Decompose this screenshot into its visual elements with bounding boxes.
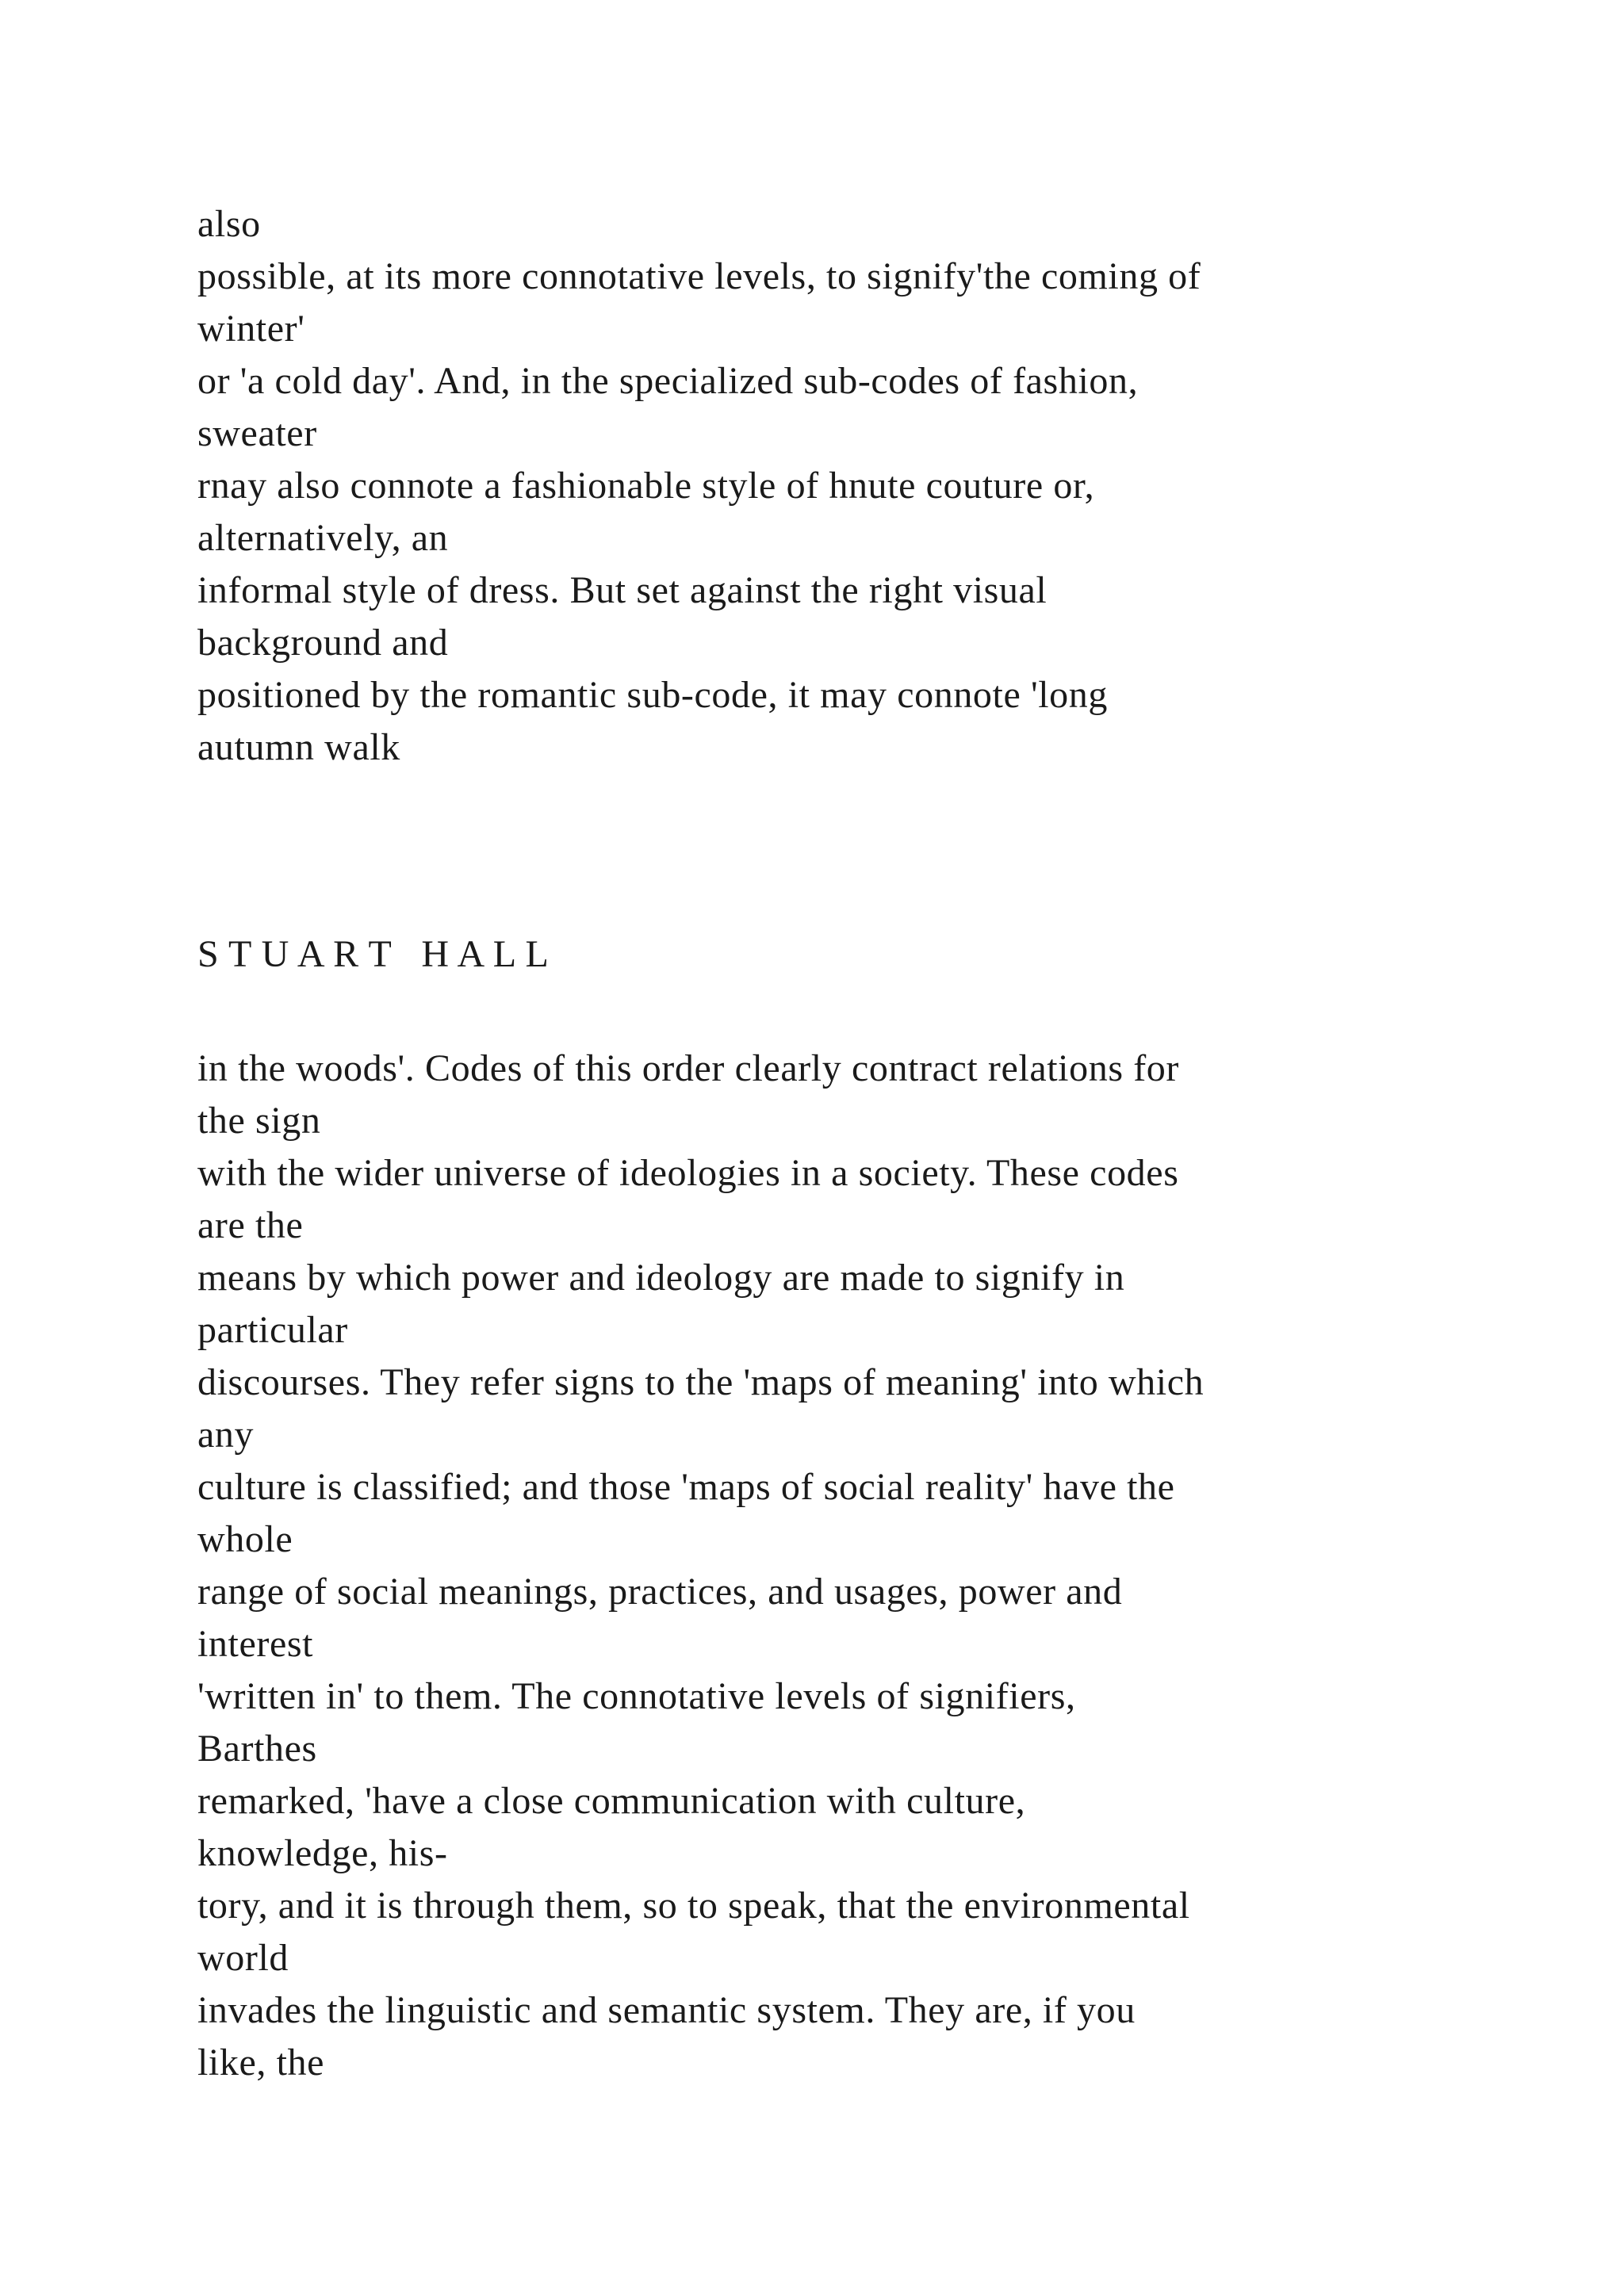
text-line: invades the linguistic and semantic system. They are, if you <box>197 1989 1136 2031</box>
text-line: also <box>197 203 261 245</box>
text-line: positioned by the romantic sub-code, it may connote 'long <box>197 674 1108 716</box>
text-line: possible, at its more connotative levels, to signify'the coming of <box>197 255 1201 297</box>
text-line: alternatively, an <box>197 517 449 559</box>
text-line: sweater <box>197 412 317 454</box>
text-line: with the wider universe of ideologies in a society. These codes <box>197 1152 1179 1194</box>
text-line: any <box>197 1414 255 1456</box>
text-line: are the <box>197 1204 304 1246</box>
text-line: discourses. They refer signs to the 'maps of meaning' into which <box>197 1361 1205 1403</box>
text-line: knowledge, his- <box>197 1832 448 1874</box>
running-header-author: S T U A R T H A L L <box>197 933 550 975</box>
text-line: autumn walk <box>197 726 400 768</box>
text-line: tory, and it is through them, so to speak, that the environmental <box>197 1885 1190 1927</box>
text-line: rnay also connote a fashionable style of hnute couture or, <box>197 465 1095 507</box>
text-line: informal style of dress. But set against the right visual <box>197 569 1048 611</box>
text-line: particular <box>197 1309 348 1351</box>
text-line: whole <box>197 1518 293 1560</box>
text-line: like, the <box>197 2042 325 2084</box>
text-line: background and <box>197 622 449 664</box>
text-line: 'written in' to them. The connotative levels of signifiers, <box>197 1675 1076 1717</box>
text-line: or 'a cold day'. And, in the specialized sub-codes of fashion, <box>197 360 1139 402</box>
text-line: remarked, 'have a close communication with culture, <box>197 1780 1026 1822</box>
text-line: winter' <box>197 308 305 350</box>
text-line: interest <box>197 1623 314 1665</box>
text-line: the sign <box>197 1100 321 1142</box>
text-line: culture is classified; and those 'maps of social reality' have the <box>197 1466 1175 1508</box>
text-line: Barthes <box>197 1728 317 1770</box>
text-line: world <box>197 1937 289 1979</box>
text-line: means by which power and ideology are made to signify in <box>197 1257 1125 1299</box>
text-line: range of social meanings, practices, and usages, power and <box>197 1571 1123 1613</box>
text-line: in the woods'. Codes of this order clearly contract relations for <box>197 1047 1179 1089</box>
paragraph-after-heading <box>197 1043 1545 2089</box>
paragraph-before-heading <box>197 198 1545 774</box>
